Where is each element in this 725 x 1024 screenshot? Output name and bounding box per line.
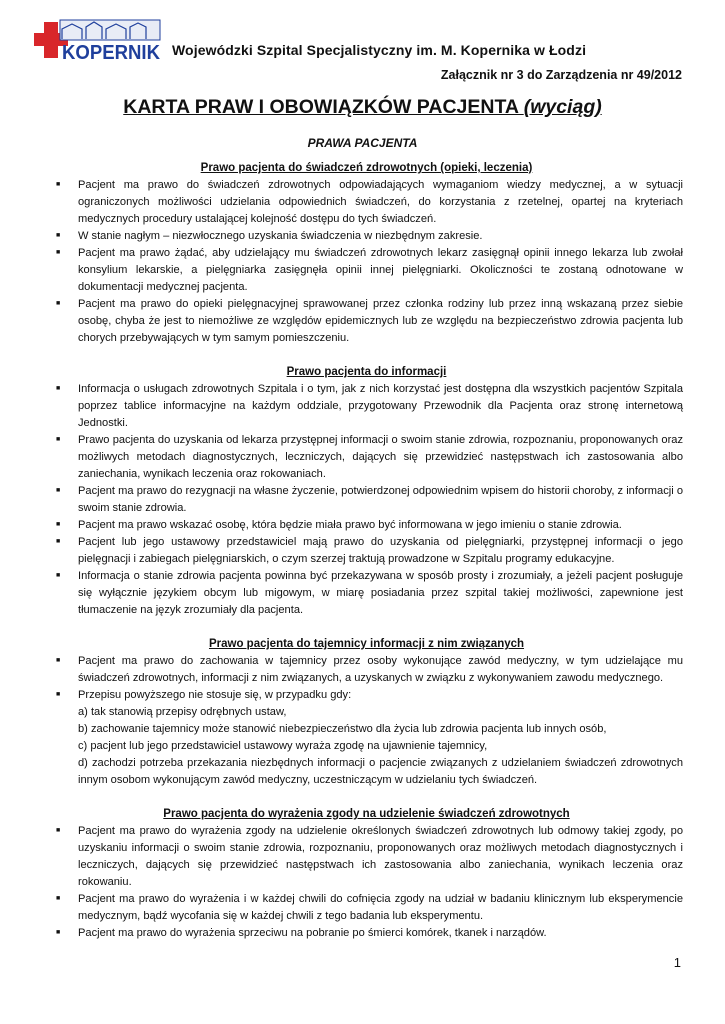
list-item: ■ Informacja o usługach zdrowotnych Szpitala i o tym, jak z nich korzystać jest dostępna dla wszystkich pacjentów Szpitala poprzez tablice informacyjne na każdym oddziale, przygotowany Przewodnik dla Pacjenta oraz stronę internetową Jednostki. xyxy=(56,381,683,432)
list-item: ■ Przepisu powyższego nie stosuje się, w przypadku gdy: xyxy=(56,687,683,704)
list-item: ■ Pacjent ma prawo do wyrażenia i w każdej chwili do cofnięcia zgody na udział w badaniu klinicznym lub eksperymencie medycznym, bądź wycofania się w każdej chwili z tego badania lub eksperymentu. xyxy=(56,891,683,925)
list-item: ■ Pacjent ma prawo do świadczeń zdrowotnych odpowiadających wymaganiom wiedzy medycznej, a w sytuacji ograniczonych możliwości udzielania odpowiednich świadczeń, do korzystania z rzetelnej, opartej na kryteriach medycznych procedury ustalającej kolejność dostępu do tych świadczeń. xyxy=(56,177,683,228)
kopernik-logo xyxy=(32,17,164,65)
page-subtitle: PRAWA PACJENTA xyxy=(307,136,418,150)
page-title xyxy=(0,96,725,119)
list-item: ■ Pacjent ma prawo do rezygnacji na własne życzenie, potwierdzonej odpowiednim wpisem do historii choroby, z informacji o swoim stanie zdrowia. xyxy=(56,483,683,517)
sub-item: d) zachodzi potrzeba przekazania niezbędnych informacji o pacjencie związanych z udzielaniem świadczeń zdrowotnych innym osobom wykonującym zawód medyczny, uczestniczącym w udzielaniu tych świadczeń. xyxy=(78,757,683,786)
title-main: KARTA PRAW I OBOWIĄZKÓW PACJENTA xyxy=(123,96,524,118)
document-body xyxy=(56,160,683,942)
hospital-name: Wojewódzki Szpital Specjalistyczny im. M. Kopernika w Łodzi xyxy=(172,42,587,58)
list-item: ■ Pacjent ma prawo do wyrażenia sprzeciwu na pobranie po śmierci komórek, tkanek i narządów. xyxy=(56,925,683,942)
section-heading: Prawo pacjenta do informacji xyxy=(286,366,447,378)
title-emphasis: (wyciąg) xyxy=(523,96,602,118)
section-heading: Prawo pacjenta do świadczeń zdrowotnych (opieki, leczenia) xyxy=(200,162,533,174)
list-item: ■ Pacjent ma prawo do zachowania w tajemnicy przez osoby wykonujące zawód medyczny, w tym udzielające mu świadczeń zdrowotnych, informacji z nim związanych, a uzyskanych w związku z wykonywaniem zawodu medycznego. xyxy=(56,653,683,687)
list-item: ■ Pacjent ma prawo wskazać osobę, która będzie miała prawo być informowana w jego imieniu o stanie zdrowia. xyxy=(56,517,683,534)
sub-item: b) zachowanie tajemnicy może stanowić niebezpieczeństwo dla życia lub zdrowia pacjenta lub innych osób, xyxy=(78,723,607,735)
sub-item: a) tak stanowią przepisy odrębnych ustaw, xyxy=(78,706,287,718)
list-item: ■ Informacja o stanie zdrowia pacjenta powinna być przekazywana w sposób prosty i zrozumiały, a jeżeli pacjent posługuje się wyłącznie językiem obcym lub migowym, w miarę posiadania przez szpital takiej możliwości, zapewnione jest tłumaczenie na język zrozumiały dla pacjenta. xyxy=(56,568,683,619)
section-heading: Prawo pacjenta do tajemnicy informacji z nim związanych xyxy=(208,638,525,650)
bullet-list xyxy=(56,823,683,942)
annex-reference: Załącznik nr 3 do Zarządzenia nr 49/2012 xyxy=(440,68,682,82)
bullet-list xyxy=(56,653,683,704)
list-item: ■ Pacjent ma prawo do opieki pielęgnacyjnej sprawowanej przez członka rodziny lub przez inną wskazaną przez siebie osobę, chyba że jest to niemożliwe ze względów epidemicznych lub ze względu na bezpieczeństwo zdrowia pacjenta lub chorych przebywających w tym samym pomieszczeniu. xyxy=(56,296,683,347)
list-item: ■ Prawo pacjenta do uzyskania od lekarza przystępnej informacji o swoim stanie zdrowia, rozpoznaniu, proponowanych oraz możliwych metodach diagnostycznych, leczniczych, dających się przewidzieć następstwach ich zastosowania albo zaniechania, wynikach leczenia oraz rokowaniach. xyxy=(56,432,683,483)
svg-text:KOPERNIK: KOPERNIK xyxy=(62,42,161,64)
bullet-list xyxy=(56,381,683,619)
list-item: ■ W stanie nagłym – niezwłocznego uzyskania świadczenia w niezbędnym zakresie. xyxy=(56,228,683,245)
page-number: 1 xyxy=(673,955,681,970)
list-item: ■ Pacjent ma prawo do wyrażenia zgody na udzielenie określonych świadczeń zdrowotnych lub odmowy takiej zgody, po uzyskaniu informacji o swoim stanie zdrowia, rozpoznaniu, proponowanych oraz możliwych metodach diagnostycznych i leczniczych, dających się przewidzieć następstwach ich zastosowania albo zaniechania, wynikach leczenia oraz rokowaniu. xyxy=(56,823,683,891)
section-heading: Prawo pacjenta do wyrażenia zgody na udzielenie świadczeń zdrowotnych xyxy=(163,808,570,820)
bullet-list xyxy=(56,177,683,347)
sub-item: c) pacjent lub jego przedstawiciel ustawowy wyraża zgodę na ujawnienie tajemnicy, xyxy=(78,740,488,752)
list-item: ■ Pacjent lub jego ustawowy przedstawiciel mają prawo do uzyskania od pielęgniarki, przystępnej informacji o jego pielęgnacji i zabiegach pielęgniarskich, o czym szerzej traktują prowadzone w Szpitalu programy edukacyjne. xyxy=(56,534,683,568)
list-item: ■ Pacjent ma prawo żądać, aby udzielający mu świadczeń zdrowotnych lekarz zasięgnął opinii innego lekarza lub zwołał konsylium lekarskie, a pielęgniarka zasięgnęła opinii innej pielęgniarki. Okoliczności te zostaną odnotowane w dokumentacji medycznej pacjenta. xyxy=(56,245,683,296)
